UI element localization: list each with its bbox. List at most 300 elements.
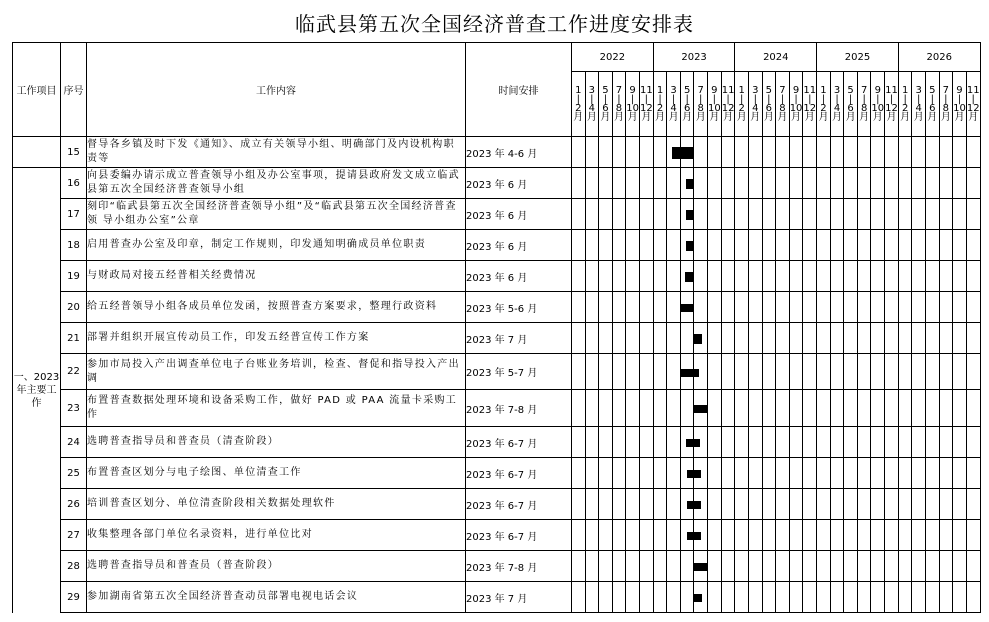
gantt-cell [667,199,681,230]
row-number: 18 [61,230,87,261]
gantt-bar [686,241,694,251]
time-schedule: 2023 年 4-6 月 [466,137,572,168]
gantt-cell [857,323,871,354]
month-label-part: 月 [968,112,979,123]
gantt-cell [966,323,980,354]
gantt-cell [626,137,640,168]
gantt-cell [721,551,735,582]
month-label-part: 10 [626,103,639,114]
month-label-part: 2 [656,103,664,114]
gantt-cell [939,354,953,390]
gantt-cell [639,261,653,292]
gantt-cell [966,427,980,458]
gantt-cell [898,427,912,458]
month-label-part: | [658,94,662,105]
gantt-cell [885,582,899,613]
gantt-cell [599,458,613,489]
month-header [749,72,763,137]
gantt-cell [667,354,681,390]
gantt-cell [953,390,967,427]
gantt-cell [667,582,681,613]
table-row [13,390,981,427]
month-label-part: 4 [670,103,677,114]
gantt-cell [830,551,844,582]
month-label-part: 月 [723,112,734,123]
table-row [13,458,981,489]
gantt-cell [912,582,926,613]
gantt-cell [667,323,681,354]
gantt-cell [844,390,858,427]
gantt-cell [966,137,980,168]
gantt-cell [926,520,940,551]
gantt-cell [939,582,953,613]
gantt-cell [871,520,885,551]
gantt-cell [830,489,844,520]
header-time: 时间安排 [466,43,572,137]
gantt-cell [885,137,899,168]
month-label-part: 月 [859,112,870,123]
gantt-cell [830,168,844,199]
gantt-cell [585,489,599,520]
row-number: 23 [61,390,87,427]
year-header: 2026 [898,43,980,72]
gantt-cell [653,390,667,427]
gantt-cell [844,458,858,489]
gantt-cell [639,292,653,323]
gantt-cell [803,551,817,582]
gantt-cell [885,292,899,323]
gantt-cell [817,551,831,582]
row-number: 17 [61,199,87,230]
gantt-cell [612,489,626,520]
gantt-cell [857,427,871,458]
gantt-cell [572,458,586,489]
gantt-cell [912,199,926,230]
gantt-cell [572,292,586,323]
gantt-bar [694,405,708,413]
gantt-cell [857,230,871,261]
gantt-cell [898,292,912,323]
gantt-cell [953,458,967,489]
gantt-cell [953,354,967,390]
month-label-part: 3 [915,85,922,96]
gantt-cell [572,261,586,292]
month-label-part: 3 [588,85,596,96]
month-label-part: 12 [639,103,653,114]
gantt-cell [926,354,940,390]
gantt-cell [599,582,613,613]
gantt-cell [585,354,599,390]
month-label-part: 3 [833,85,841,96]
time-schedule: 2023 年 7 月 [466,323,572,354]
month-label-part: 月 [886,112,897,123]
gantt-cell [612,390,626,427]
gantt-cell [707,230,721,261]
gantt-cell [817,582,831,613]
gantt-cell [776,582,790,613]
gantt-cell [803,354,817,390]
month-label-part: 1 [820,85,827,96]
month-label-part: 6 [765,103,773,114]
gantt-bar [672,147,694,159]
month-label-part: 4 [588,103,596,114]
gantt-cell [803,427,817,458]
gantt-cell [626,520,640,551]
month-label-part: 5 [929,85,936,96]
gantt-cell [776,292,790,323]
month-label-part: 月 [641,112,652,123]
gantt-cell [572,582,586,613]
time-schedule: 2023 年 7-8 月 [466,551,572,582]
gantt-cell [817,323,831,354]
gantt-bar [687,470,701,478]
work-content: 参加市局投入产出调查单位电子台账业务培训，检查、督促和指导投入产出调 [87,354,466,390]
month-label-part: 月 [940,112,951,123]
gantt-cell [912,458,926,489]
month-label-part: 1 [656,85,664,96]
month-label-part: | [848,94,853,105]
table-row [13,292,981,323]
gantt-cell [817,199,831,230]
gantt-cell [844,199,858,230]
gantt-cell [735,582,749,613]
gantt-cell [939,199,953,230]
gantt-cell [844,137,858,168]
month-label-part: 月 [954,112,965,123]
gantt-cell [585,230,599,261]
gantt-cell [926,323,940,354]
year-header: 2022 [572,43,654,72]
month-label-part: | [617,94,621,105]
gantt-cell [789,551,803,582]
gantt-cell [707,292,721,323]
month-label-part: 2 [738,103,745,114]
gantt-cell [572,489,586,520]
gantt-cell [721,292,735,323]
gantt-cell [817,292,831,323]
gantt-cell [803,323,817,354]
gantt-cell [667,520,681,551]
gantt-cell [912,323,926,354]
gantt-bar [680,369,698,377]
gantt-cell [585,292,599,323]
gantt-cell [885,427,899,458]
work-content: 启用普查办公室及印章，制定工作规则，印发通知明确成员单位职责 [87,230,466,261]
month-label-part: 6 [847,103,854,114]
gantt-cell [953,520,967,551]
month-header [871,72,885,137]
gantt-cell [707,199,721,230]
header-no: 序号 [61,43,87,137]
gantt-cell [817,427,831,458]
gantt-cell [612,199,626,230]
gantt-cell [871,390,885,427]
gantt-cell [707,354,721,390]
row-number: 15 [61,137,87,168]
gantt-cell [749,354,763,390]
month-header [762,72,776,137]
gantt-cell [762,582,776,613]
row-number: 20 [61,292,87,323]
gantt-cell [639,427,653,458]
gantt-cell [844,427,858,458]
gantt-cell [612,582,626,613]
row-number: 27 [61,520,87,551]
gantt-cell [721,489,735,520]
gantt-cell [844,551,858,582]
gantt-cell [653,199,667,230]
gantt-cell [762,520,776,551]
gantt-cell [667,551,681,582]
gantt-cell [926,230,940,261]
gantt-cell [612,230,626,261]
page-title: 临武县第五次全国经济普查工作进度安排表 [295,12,694,36]
gantt-cell [626,489,640,520]
gantt-cell [653,168,667,199]
gantt-cell [667,292,681,323]
gantt-cell [844,323,858,354]
gantt-cell [871,582,885,613]
gantt-cell [953,427,967,458]
month-label-part: 月 [900,112,911,123]
gantt-cell [626,390,640,427]
month-label-part: 10 [953,103,966,114]
table-row [13,261,981,292]
gantt-cell [926,261,940,292]
gantt-cell [912,261,926,292]
gantt-cell [926,292,940,323]
work-content: 刻印“临武县第五次全国经济普查领导小组”及“临武县第五次全国经济普查领 导小组办公室”公章 [87,199,466,230]
gantt-cell [885,520,899,551]
gantt-cell [653,427,667,458]
header-row-years [13,43,981,72]
row-number: 19 [61,261,87,292]
gantt-cell [898,489,912,520]
gantt-cell [749,199,763,230]
gantt-cell [926,582,940,613]
gantt-cell [626,551,640,582]
gantt-cell [749,323,763,354]
table-row [13,230,981,261]
gantt-cell [871,458,885,489]
gantt-cell [735,520,749,551]
gantt-cell [803,137,817,168]
gantt-cell [776,261,790,292]
gantt-cell [898,199,912,230]
month-label-part: | [808,94,812,105]
work-content: 给五经普领导小组各成员单位发函，按照普查方案要求，整理行政资料 [87,292,466,323]
gantt-cell [966,551,980,582]
month-label-part: 4 [752,103,759,114]
gantt-cell [707,582,721,613]
gantt-cell [844,582,858,613]
gantt-cell [612,168,626,199]
month-label-part: 12 [803,103,817,114]
gantt-cell [735,230,749,261]
gantt-cell [749,489,763,520]
gantt-cell [585,390,599,427]
gantt-cell [776,427,790,458]
month-label-part: 6 [683,103,691,114]
gantt-cell [667,427,681,458]
month-header [680,72,694,137]
time-schedule: 2023 年 6 月 [466,261,572,292]
gantt-cell [966,292,980,323]
month-label-part: 6 [602,103,609,114]
gantt-cell [789,427,803,458]
gantt-cell [912,427,926,458]
month-label-part: 月 [655,112,665,123]
gantt-cell [953,168,967,199]
gantt-cell [626,292,640,323]
gantt-cell [871,199,885,230]
gantt-cell [830,199,844,230]
gantt-cell [857,390,871,427]
month-header [694,72,708,137]
gantt-cell [585,168,599,199]
month-label-part: 11 [803,85,817,96]
month-label-part: 月 [872,112,883,123]
gantt-cell [817,137,831,168]
work-content: 部署并组织开展宣传动员工作，印发五经普宣传工作方案 [87,323,466,354]
work-content: 选聘普查指导员和普查员（普查阶段） [87,551,466,582]
gantt-cell [762,323,776,354]
month-label-part: 7 [942,85,950,96]
month-label-part: | [671,94,676,105]
work-content: 与财政局对接五经普相关经费情况 [87,261,466,292]
gantt-cell [680,582,694,613]
gantt-cell [857,292,871,323]
gantt-cell [599,390,613,427]
gantt-cell [857,458,871,489]
month-label-part: 11 [639,85,653,96]
row-number: 25 [61,458,87,489]
gantt-cell [912,551,926,582]
gantt-cell [599,261,613,292]
gantt-cell [871,354,885,390]
time-schedule: 2023 年 6 月 [466,168,572,199]
gantt-cell [653,458,667,489]
gantt-cell [939,520,953,551]
gantt-cell [626,199,640,230]
gantt-cell [735,261,749,292]
gantt-cell [653,354,667,390]
gantt-cell [721,137,735,168]
gantt-cell [966,390,980,427]
gantt-cell [817,261,831,292]
gantt-cell [844,230,858,261]
time-schedule: 2023 年 6-7 月 [466,520,572,551]
gantt-cell [776,551,790,582]
gantt-cell [817,520,831,551]
gantt-cell [612,354,626,390]
gantt-cell [599,489,613,520]
gantt-cell [599,168,613,199]
month-header [926,72,940,137]
gantt-cell [953,137,967,168]
gantt-cell [572,137,586,168]
month-label-part: | [944,94,948,105]
month-label-part: 9 [792,85,800,96]
gantt-cell [912,137,926,168]
category-cell: 一、2023年主要工作 [13,168,61,613]
gantt-cell [612,520,626,551]
gantt-cell [789,199,803,230]
gantt-cell [735,390,749,427]
gantt-cell [871,323,885,354]
gantt-cell [749,520,763,551]
gantt-cell [871,230,885,261]
gantt-cell [939,323,953,354]
gantt-cell [926,489,940,520]
month-label-part: 8 [615,103,623,114]
gantt-cell [885,168,899,199]
gantt-cell [871,489,885,520]
gantt-cell [803,520,817,551]
gantt-cell [721,582,735,613]
month-label-part: | [917,94,921,105]
gantt-cell [817,390,831,427]
month-label-part: 5 [765,85,773,96]
work-content: 布置普查数据处理环境和设备采购工作，做好 PAD 或 PAA 流量卡采购工作 [87,390,466,427]
gantt-cell [626,323,640,354]
gantt-cell [721,230,735,261]
month-label-part: 5 [847,85,854,96]
month-label-part: | [753,94,757,105]
gantt-cell [639,489,653,520]
work-content: 督导各乡镇及时下发《通知》、成立有关领导小组、明确部门及内设机构职 责等 [87,137,466,168]
gantt-cell [803,199,817,230]
month-label-part: 月 [763,112,774,123]
gantt-cell [721,261,735,292]
gantt-cell [585,261,599,292]
row-number: 26 [61,489,87,520]
gantt-cell [776,354,790,390]
time-schedule: 2023 年 6-7 月 [466,458,572,489]
gantt-cell [599,427,613,458]
gantt-cell [667,230,681,261]
gantt-cell [844,261,858,292]
gantt-cell [898,551,912,582]
gantt-cell [966,489,980,520]
month-label-part: 月 [613,112,624,123]
gantt-cell [749,582,763,613]
gantt-cell [789,137,803,168]
gantt-cell [680,390,694,427]
month-label-part: 月 [927,112,938,123]
gantt-cell [844,168,858,199]
gantt-cell [885,390,899,427]
gantt-cell [912,390,926,427]
gantt-cell [680,323,694,354]
gantt-cell [707,261,721,292]
gantt-cell [749,261,763,292]
gantt-cell [599,199,613,230]
gantt-cell [735,323,749,354]
month-label-part: 月 [668,112,679,123]
gantt-cell [871,137,885,168]
gantt-cell [789,168,803,199]
gantt-cell [585,458,599,489]
month-label-part: | [780,94,785,105]
gantt-cell [871,292,885,323]
gantt-cell [789,292,803,323]
gantt-cell [803,390,817,427]
gantt-cell [844,489,858,520]
month-header [885,72,899,137]
gantt-cell [803,230,817,261]
gantt-cell [966,230,980,261]
